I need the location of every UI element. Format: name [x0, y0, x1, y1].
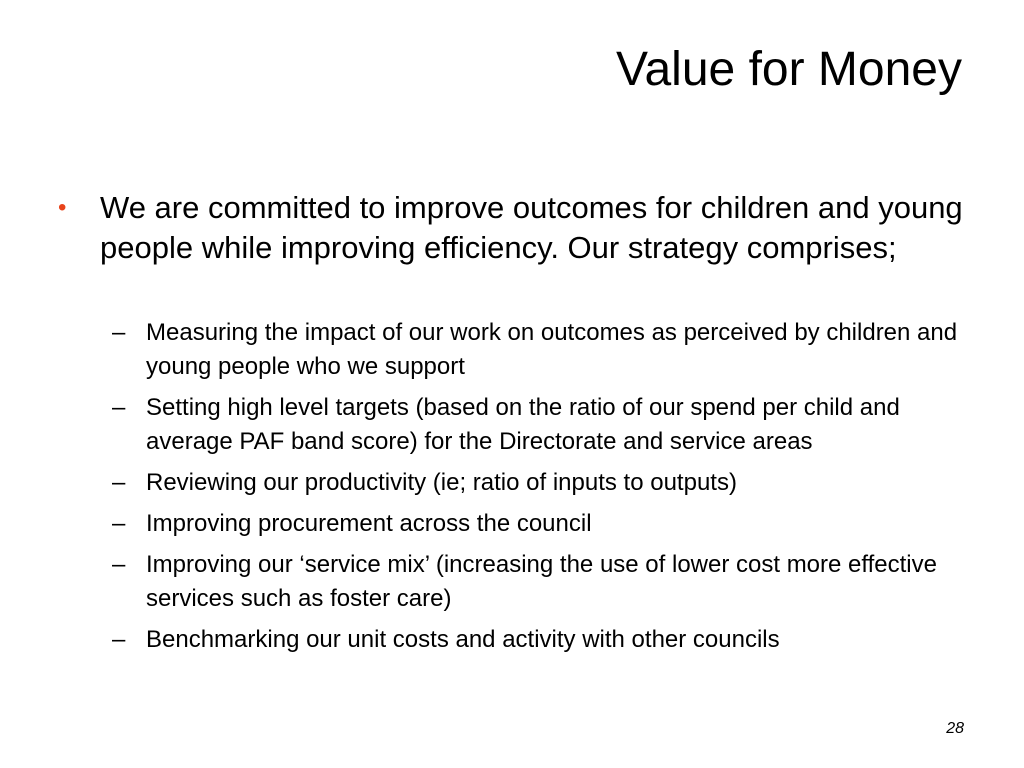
sub-point [112, 507, 972, 541]
sub-point-text: Reviewing our productivity (ie; ratio of inputs to outputs) [146, 469, 737, 496]
dash-icon: – [112, 626, 126, 653]
sub-point [112, 466, 972, 500]
sub-point [112, 623, 972, 657]
sub-point-text: Improving our ‘service mix’ (increasing the use of lower cost more effective services such as foster care) [146, 551, 937, 612]
sub-point-text: Benchmarking our unit costs and activity with other councils [146, 626, 780, 653]
dash-icon: – [112, 551, 126, 578]
main-point-text: We are committed to improve outcomes for children and young people while improving efficiency. Our strategy comprises; [100, 190, 963, 265]
sub-point [112, 316, 972, 384]
slide-title: Value for Money [616, 43, 962, 96]
dash-icon: – [112, 319, 126, 346]
sub-point [112, 548, 972, 616]
sub-point-text: Improving procurement across the council [146, 510, 592, 537]
bullet-icon: • [58, 194, 67, 221]
sub-points-list [112, 316, 972, 664]
sub-point [112, 391, 972, 459]
dash-icon: – [112, 394, 126, 421]
page-number: 28 [946, 720, 964, 737]
dash-icon: – [112, 469, 126, 496]
dash-icon: – [112, 510, 126, 537]
main-bullet-point [58, 188, 968, 268]
sub-point-text: Measuring the impact of our work on outcomes as perceived by children and young people who we support [146, 319, 958, 380]
sub-point-text: Setting high level targets (based on the ratio of our spend per child and average PAF band score) for the Directorate and service areas [146, 394, 900, 455]
